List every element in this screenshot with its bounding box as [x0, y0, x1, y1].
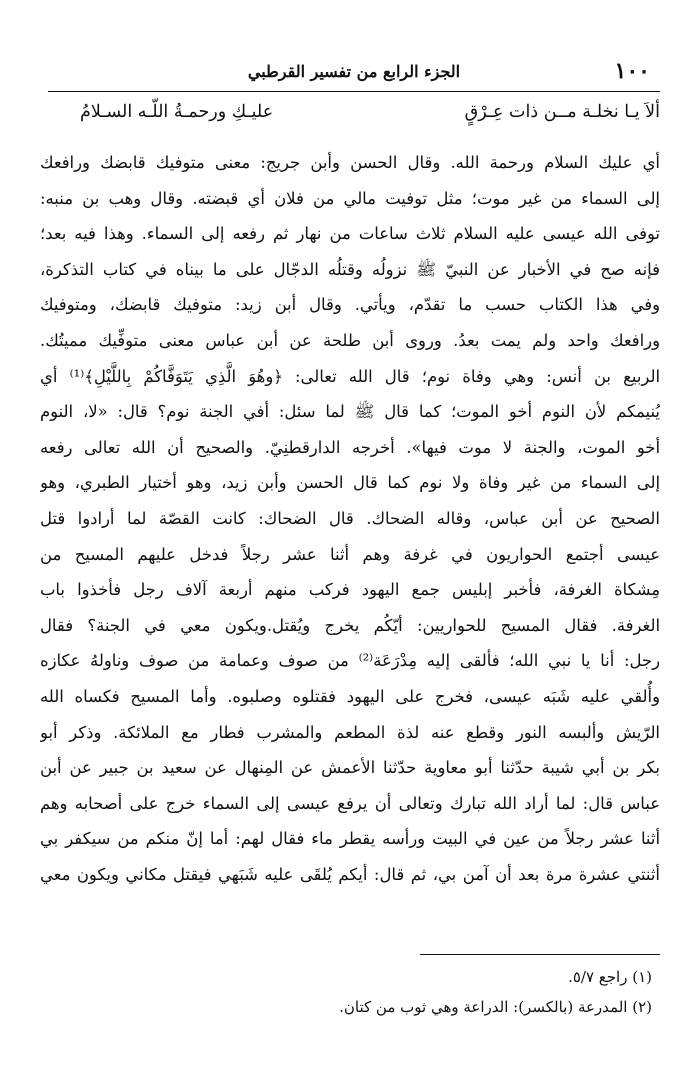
text-line: عباس قال: لما أراد الله تبارك وتعالى أن يرفع عيسى إلى السماء خرج على أصحابه وهم — [40, 793, 660, 813]
footnotes — [40, 962, 652, 1022]
text-line: وفي هذا الكتاب حسب ما تقدّم، ويأتي. وقال أبن زيد: متوفيك قابضك، ومتوفيك — [40, 295, 660, 315]
text-line: إلى السماء من غير وفاة ولا نوم كما قال الحسن وأبن زيد، وهو أختيار الطبري، وهو — [40, 473, 660, 493]
footnote-2: (٢) المدرعة (بالكسر): الدراعة وهي ثوب من كتان. — [339, 998, 652, 1016]
poetry-verse — [40, 100, 660, 136]
running-head — [48, 58, 660, 92]
text-line: أثنتي عشرة مرة بعد أن آمن بي، ثم قال: أيكم يُلقَى عليه شَبَهي فيقتل مكاني ويكون معي — [40, 864, 660, 884]
text-line: أثنا عشر رجلاً من عين في البيت ورأسه يقطر ماء فقال لهم: أما إنّ منكم من سيكفر بي — [40, 829, 660, 849]
text-line: ورافعك واحد ولم يمت بعدُ. وروى أبن طلحة عن أبن عباس معنى متوفِّيك مميتُك. — [40, 330, 660, 350]
verse-second-hemistich: عليـكِ ورحمـةُ اللّـه السـلامُ — [80, 102, 274, 122]
text-line: الغرفة. فقال المسيح للحواريين: أيّكُم يخرج ويُقتل.ويكون معي في الجنة؟ فقال — [40, 615, 660, 635]
text-line: إلى السماء من غير موت؛ مثل توفيت مالي من فلان أي قبضته. وقال وهب بن منبه: — [40, 188, 660, 208]
text-line: الرّيش وألبسه النور وقطع عنه لذة المطعم والمشرب فطار مع الملائكة. وذكر أبو — [40, 722, 660, 742]
text-line: مِشكاة الغرفة، فأخبر إبليس جمع اليهود فركب منهم أربعة آلاف رجل فأخذوا باب — [40, 580, 660, 600]
running-title: الجزء الرابع من تفسير القرطبي — [247, 62, 461, 81]
text-line: الصحيح عن أبن عباس، وقاله الضحاك. قال الضحاك: كانت القصّة لما أرادوا قتل — [40, 508, 660, 528]
text-line: توفى الله عيسى عليه السلام ثلاث ساعات من نهار ثم رفعه إلى السماء. وهذا فيه بعد؛ — [40, 224, 660, 244]
text-line: وأُلقي عليه شَبَه عيسى، فخرج على اليهود فقتلوه وصلبوه. وأما المسيح فكساه الله — [40, 686, 660, 706]
text-line: رجل: أنا يا نبي الله؛ فألقى إليه مِدْرَعَة⁽²⁾ من صوف وعمامة من صوف وناولهُ عكازه — [40, 651, 660, 671]
text-line: عيسى أجتمع الحواريون في غرفة وهم أثنا عشر رجلاً فدخل عليهم المسيح من — [40, 544, 660, 564]
header-rule — [48, 91, 660, 92]
page-number: ١٠٠ — [614, 58, 650, 84]
text-line: يُنيمكم لأن النوم أخو الموت؛ كما قال ﷺ لما سئل: أفي الجنة نوم؟ قال: «لا، النوم — [40, 402, 660, 422]
footnote-1: (١) راجع ٥/٧. — [568, 968, 652, 986]
text-line: أي عليك السلام ورحمة الله. وقال الحسن وأبن جريج: معنى متوفيك قابضك ورافعك — [40, 153, 660, 172]
footnote-rule — [420, 954, 660, 955]
text-line: أخو الموت، والجنة لا موت فيها». أخرجه الدارقطنِيّ. والصحيح أن الله تعالى رفعه — [40, 437, 660, 457]
body-text — [40, 145, 660, 892]
text-line: بكر بن أبي شيبة حدّثنا أبو معاوية حدّثنا الأعمش عن المِنهال عن سعيد بن جبير عن أبن — [40, 758, 660, 778]
text-line: الربيع بن أنس: وهي وفاة نوم؛ قال الله تعالى: ﴿وهُوَ الَّذِي يَتَوَفَّاكُمْ بِاللَّيْلِ﴾⁽¹⁾ أي — [40, 366, 660, 386]
verse-first-hemistich: ألاَ يـا نخلـة مــن ذات عِـرْقٍ — [464, 102, 660, 122]
text-line: فإنه صح في الأخبار عن النبيّ ﷺ نزولُه وقتلُه الدجّال على ما بيناه في كتاب التذكرة، — [40, 259, 660, 279]
